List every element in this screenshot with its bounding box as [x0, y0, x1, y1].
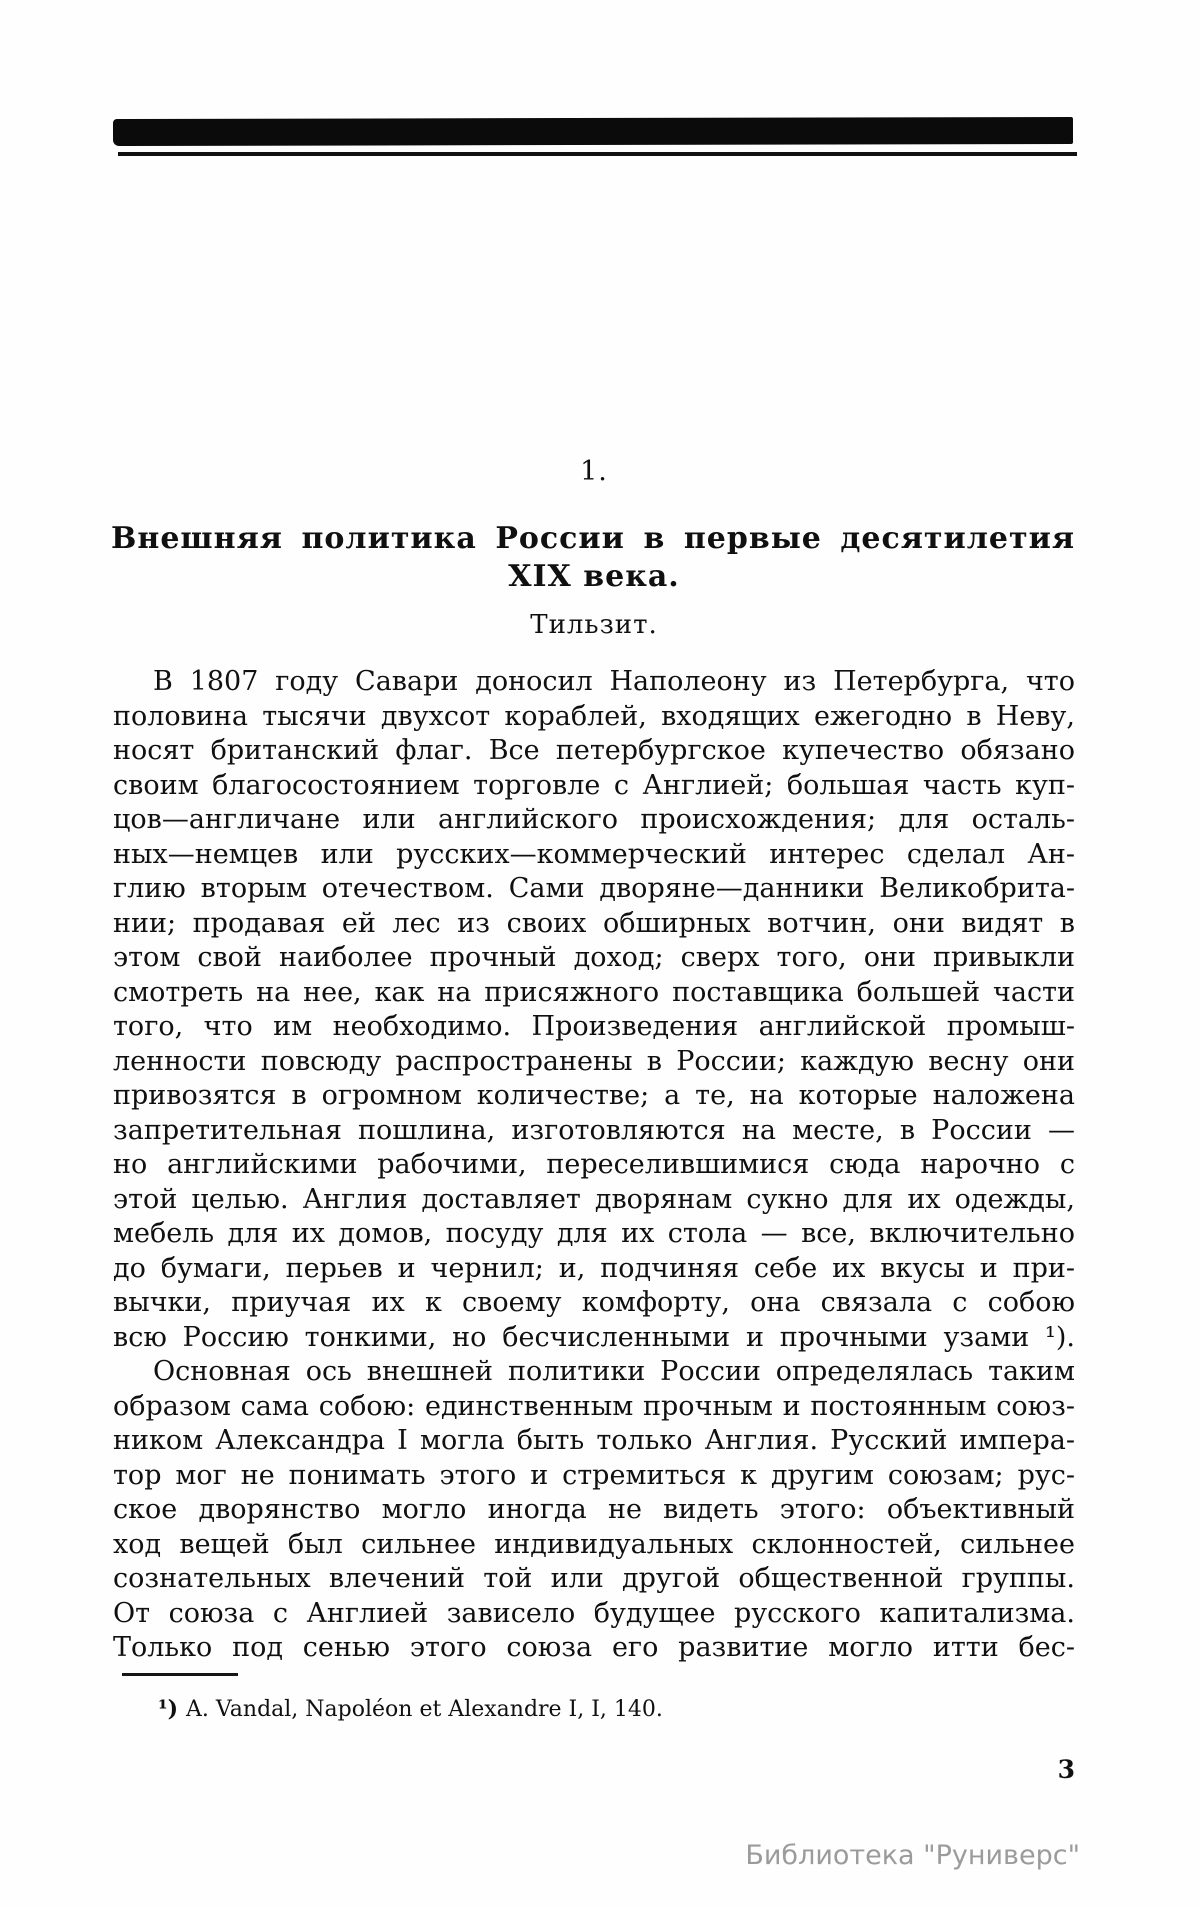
text-line: мебель для их домов, посуду для их стола — все, включительно — [113, 1218, 1075, 1249]
chapter-title-line2: XIX века. — [508, 559, 680, 594]
text-line: ход вещей был сильнее индивидуальных склонностей, сильнее — [113, 1528, 1075, 1560]
text-line: вычки, приучая их к своему комфорту, она связала с собою — [113, 1287, 1075, 1318]
footnote — [158, 1696, 1058, 1722]
text-line: привозятся в огромном количестве; а те, на которые наложена — [113, 1080, 1075, 1111]
text-line: носят британский флаг. Все петербургское купечество обязано — [113, 735, 1075, 766]
text-line: всю Россию тонкими, но бесчисленными и прочными узами ¹). — [113, 1321, 1075, 1353]
footnote-text: A. Vandal, Napoléon et Alexandre I, I, 140. — [186, 1697, 663, 1722]
footnote-separator — [122, 1673, 238, 1676]
text-line: сознательных влечений той или другой общественной группы. — [113, 1563, 1075, 1594]
text-line: цов—англичане или английского происхождения; для осталь- — [113, 804, 1075, 835]
page-number: 3 — [1057, 1755, 1075, 1784]
text-line: От союза с Англией зависело будущее русского капитализма. — [113, 1597, 1075, 1629]
text-line: Только под сенью этого союза его развитие могло итти бес- — [113, 1632, 1075, 1663]
scan-artifact-bar — [113, 117, 1073, 146]
text-line: ское дворянство могло иногда не видеть этого: объективный — [113, 1494, 1075, 1525]
library-watermark: Библиотека "Руниверс" — [745, 1840, 1080, 1871]
text-line: ленности повсюду распространены в России; каждую весну они — [113, 1045, 1075, 1077]
text-line: ных—немцев или русских—коммерческий интерес сделал Ан- — [113, 838, 1075, 870]
section-subtitle: Тильзит. — [530, 610, 658, 640]
chapter-title-line1: Внешняя политика России в первые десятилетия — [111, 521, 1075, 556]
text-line: половина тысячи двухсот кораблей, входящих ежегодно в Неву, — [113, 700, 1075, 732]
text-line: до бумаги, перьев и чернил; и, подчиняя себе их вкусы и при- — [113, 1252, 1075, 1284]
text-line: этой целью. Англия доставляет дворянам сукно для их одежды, — [113, 1183, 1075, 1215]
text-line: Основная ось внешней политики России определялась таким — [153, 1356, 1075, 1387]
chapter-number: 1. — [580, 456, 608, 487]
text-line: этом свой наиболее прочный доход; сверх того, они привыкли — [113, 942, 1075, 973]
text-line: смотреть на нее, как на присяжного поставщика большей части — [113, 976, 1075, 1008]
footnote-marker: ¹) — [158, 1696, 179, 1722]
text-line: тор мог не понимать этого и стремиться к другим союзам; рус- — [113, 1459, 1075, 1491]
text-line: своим благосостоянием торговле с Англией; большая часть куп- — [113, 769, 1075, 801]
text-line: но английскими рабочими, переселившимися сюда нарочно с — [113, 1149, 1075, 1180]
text-line: глию вторым отечеством. Сами дворяне—данники Великобрита- — [113, 873, 1075, 904]
text-line: нии; продавая ей лес из своих обширных вотчин, они видят в — [113, 907, 1075, 939]
text-line: В 1807 году Савари доносил Наполеону из Петербурга, что — [153, 666, 1075, 697]
text-line: запретительная пошлина, изготовляются на месте, в России — — [113, 1114, 1075, 1146]
text-line: ником Александра I могла быть только Англия. Русский импера- — [113, 1425, 1075, 1456]
scan-artifact-rule — [118, 152, 1077, 156]
text-line: того, что им необходимо. Произведения английской промыш- — [113, 1011, 1075, 1042]
text-line: образом сама собою: единственным прочным и постоянным союз- — [113, 1390, 1075, 1422]
body-text — [113, 665, 1075, 1666]
